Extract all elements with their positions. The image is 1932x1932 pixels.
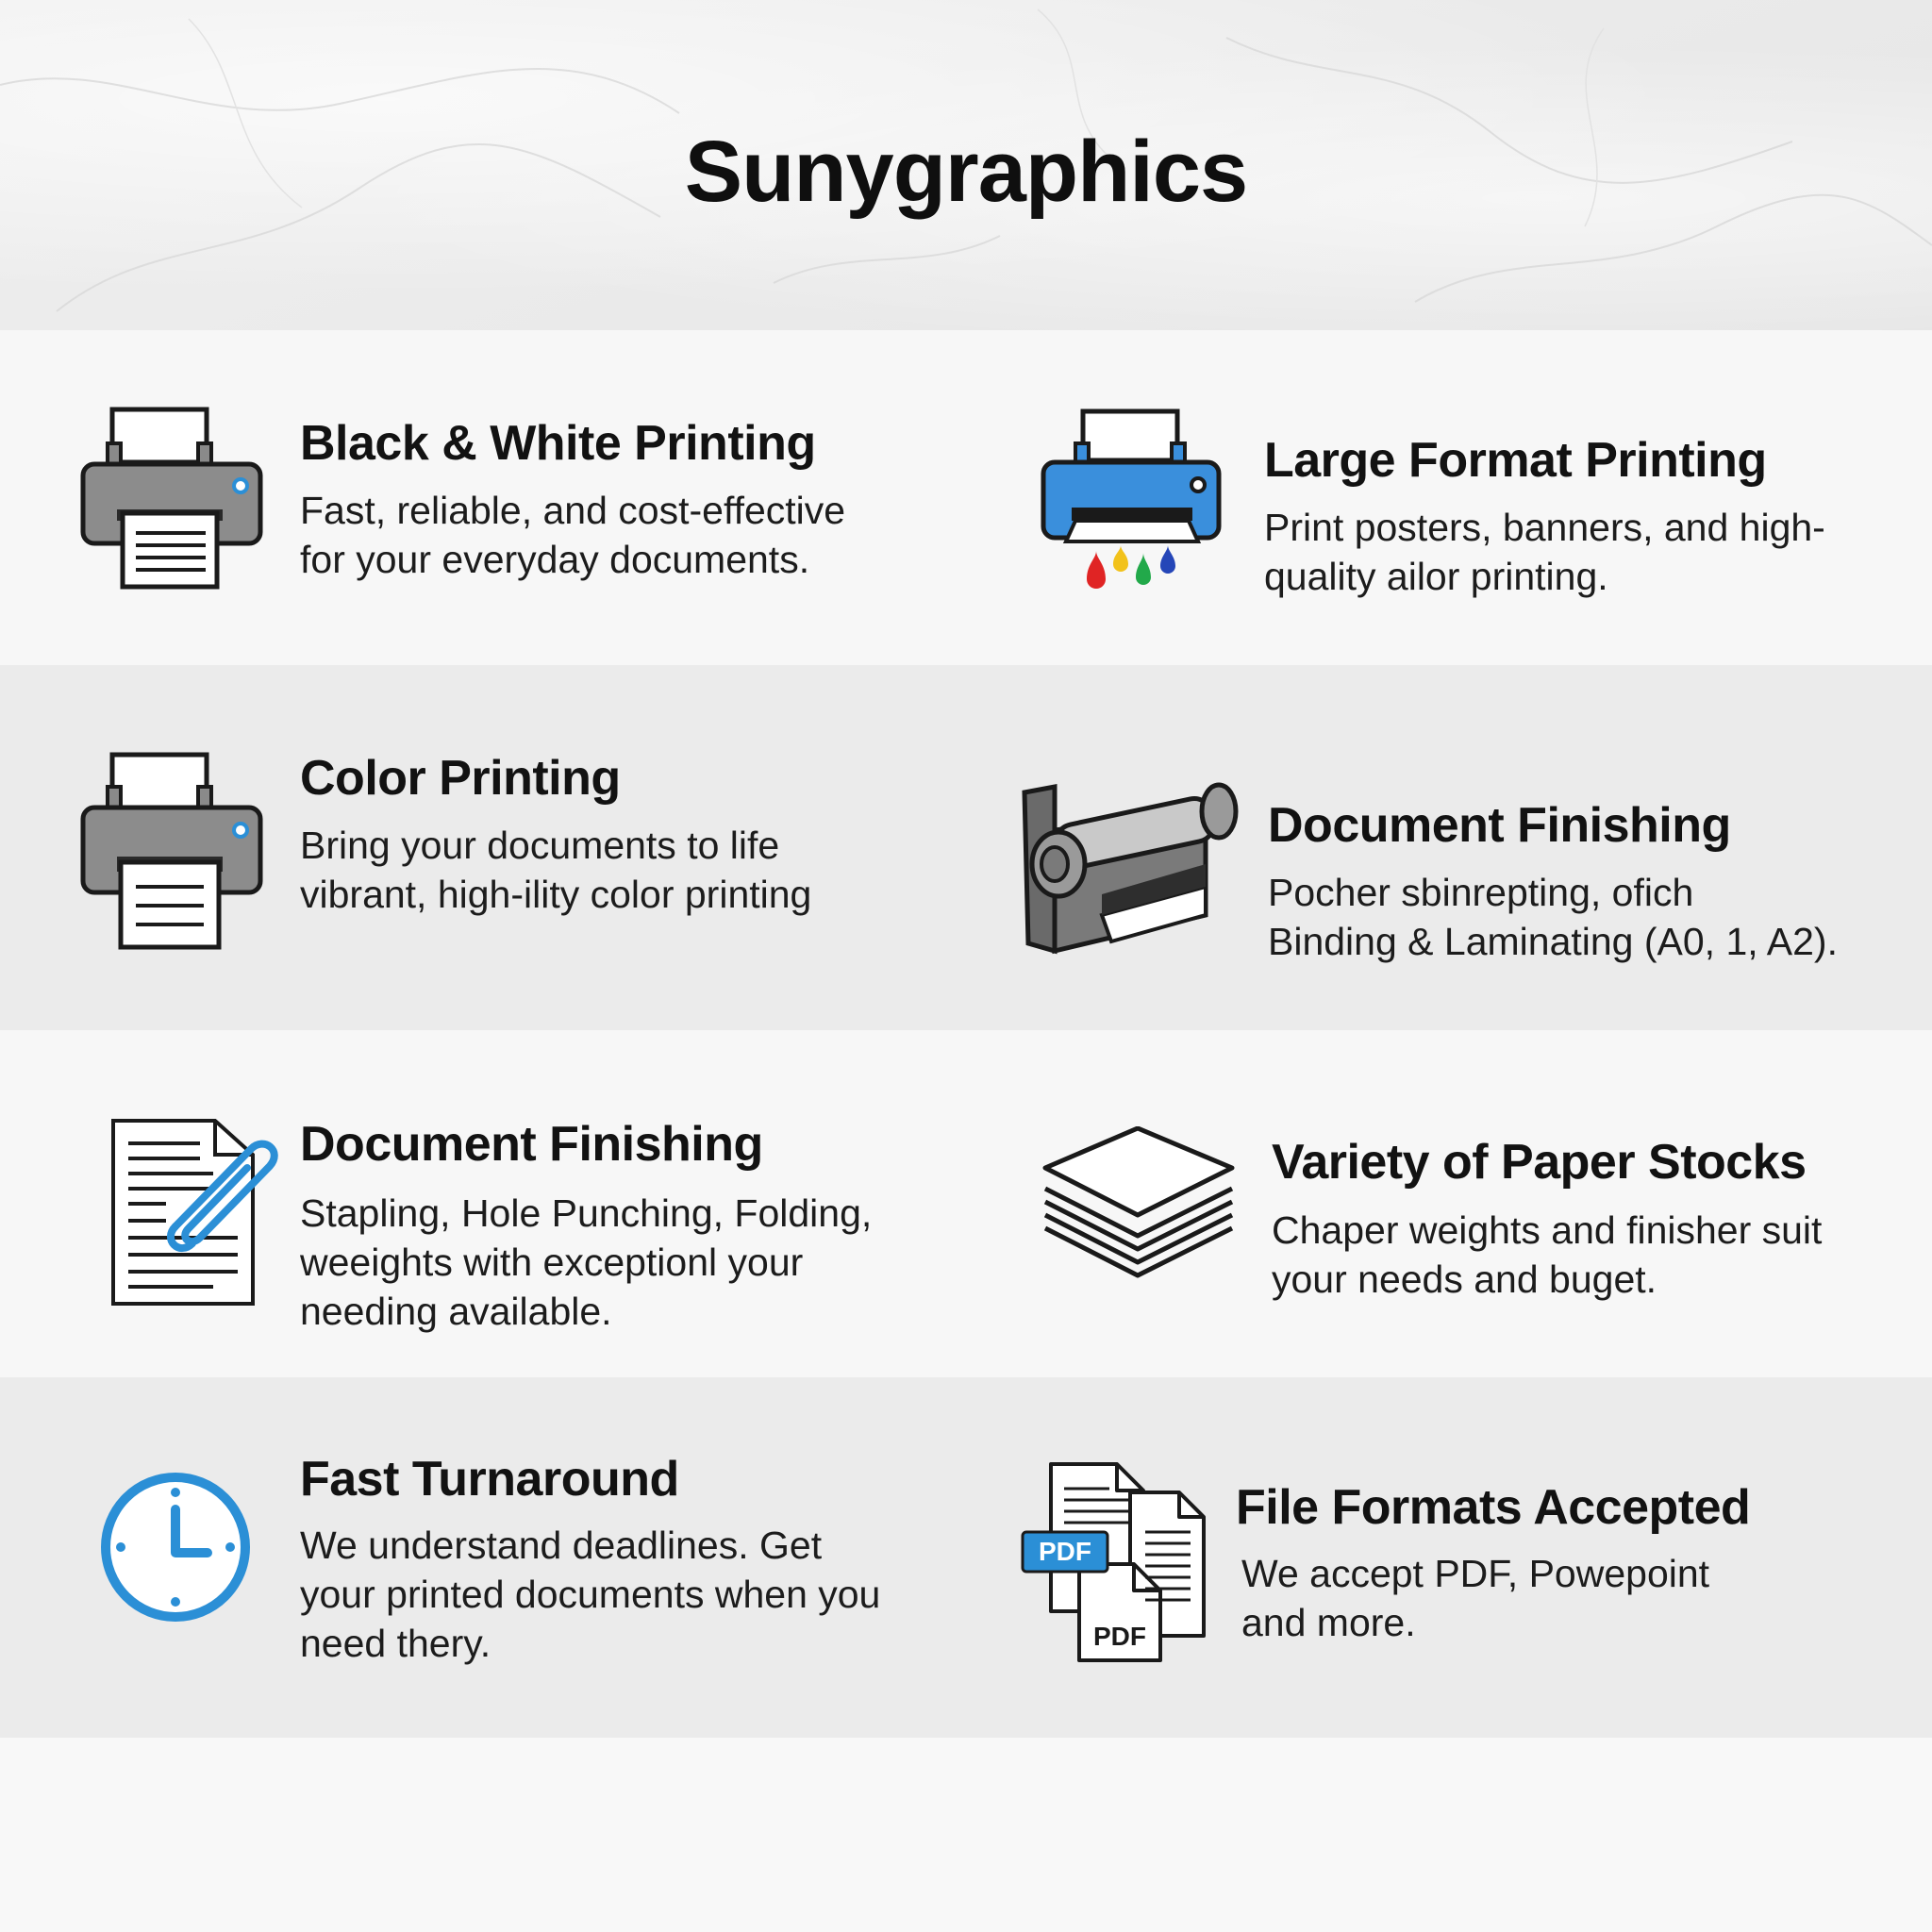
description-line: need thery.: [300, 1622, 491, 1665]
description-line: vibrant, high-ility color printing: [300, 873, 812, 916]
service-heading: Black & White Printing: [300, 416, 816, 471]
service-description: [1241, 1549, 1709, 1647]
header: [0, 0, 1932, 330]
description-line: Bring your documents to life: [300, 824, 780, 867]
pdf-files-icon: [1019, 1460, 1213, 1664]
clock-icon: [98, 1470, 253, 1624]
page-title: Sunygraphics: [684, 124, 1248, 220]
description-line: for your everyday documents.: [300, 538, 810, 581]
description-line: Print posters, banners, and high-: [1264, 506, 1825, 549]
description-line: We understand deadlines. Get: [300, 1524, 823, 1567]
pdf-label: PDF: [1093, 1622, 1146, 1651]
description-line: your printed documents when you: [300, 1573, 881, 1616]
service-heading: Document Finishing: [300, 1117, 763, 1172]
service-heading: Document Finishing: [1268, 798, 1731, 853]
service-description: [1264, 503, 1825, 601]
service-heading: Color Printing: [300, 751, 621, 806]
description-line: weeights with exceptionl your: [300, 1241, 804, 1284]
service-description: [300, 1521, 880, 1668]
footer-area: [0, 1738, 1932, 1932]
document-paperclip-icon: [109, 1117, 279, 1307]
service-heading: Variety of Paper Stocks: [1272, 1135, 1807, 1190]
service-description: [300, 486, 845, 584]
service-heading: File Formats Accepted: [1236, 1480, 1751, 1535]
description-line: Fast, reliable, and cost-effective: [300, 489, 846, 532]
printer-icon: [79, 751, 264, 953]
printer-icon: [79, 406, 264, 591]
service-heading: Large Format Printing: [1264, 433, 1767, 488]
description-line: needing available.: [300, 1290, 612, 1333]
pdf-label: PDF: [1039, 1537, 1091, 1566]
row-band-3: [0, 1030, 1932, 1377]
description-line: Chaper weights and finisher suit: [1272, 1208, 1823, 1252]
description-line: your needs and buget.: [1272, 1257, 1657, 1301]
description-line: quality ailor printing.: [1264, 555, 1608, 598]
paper-stack-icon: [1041, 1126, 1236, 1296]
description-line: Binding & Laminating (A0, 1, A2).: [1268, 920, 1838, 963]
service-description: [300, 1189, 872, 1336]
description-line: We accept PDF, Powepoint: [1241, 1552, 1710, 1595]
service-description: [1268, 868, 1838, 966]
description-line: Pocher sbinrepting, ofich: [1268, 871, 1694, 914]
color-printer-icon: [1038, 408, 1226, 615]
description-line: Stapling, Hole Punching, Folding,: [300, 1191, 873, 1235]
description-line: and more.: [1241, 1601, 1416, 1644]
service-heading: Fast Turnaround: [300, 1452, 679, 1507]
row-band-1: [0, 330, 1932, 665]
service-description: [1272, 1206, 1822, 1304]
laminator-icon: [1017, 774, 1243, 958]
service-description: [300, 821, 811, 919]
